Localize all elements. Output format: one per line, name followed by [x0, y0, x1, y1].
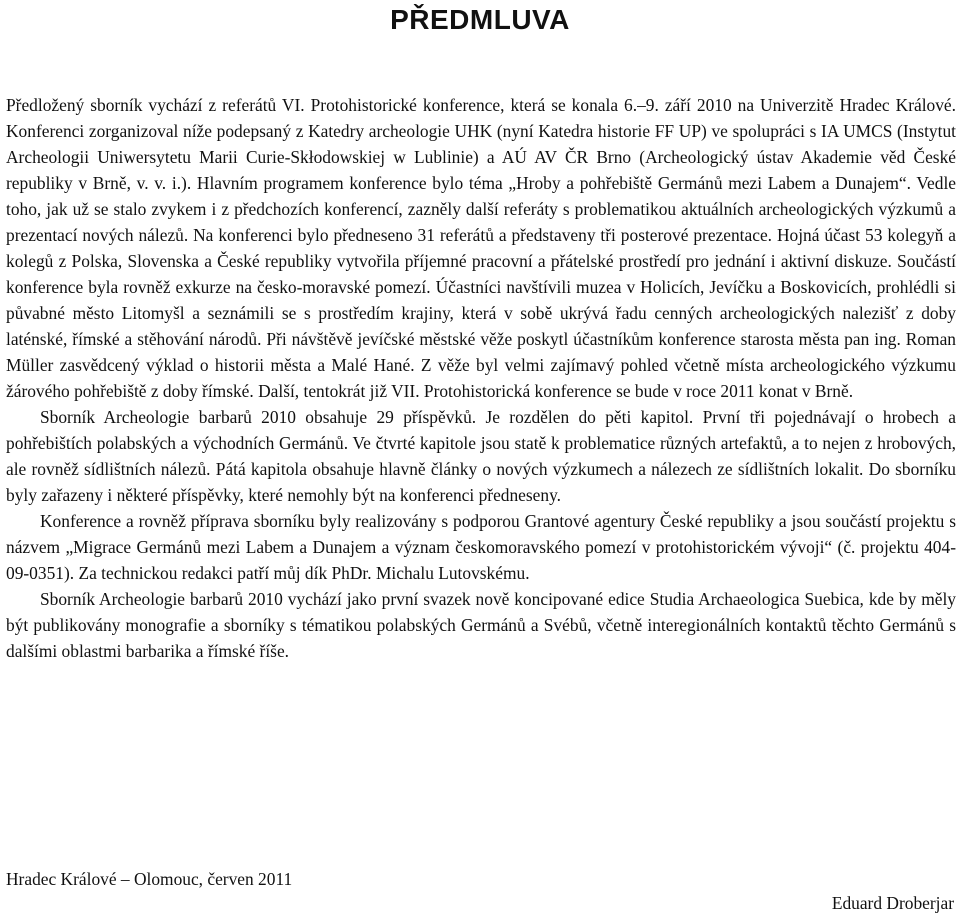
place-date: Hradec Králové – Olomouc, červen 2011 — [6, 869, 293, 889]
paragraph-2: Sborník Archeologie barbarů 2010 obsahuje 29 příspěvků. Je rozdělen do pěti kapitol. První tři pojednávají o hrobech a pohřebištích polabských a východních Germánů. Ve čtvrté kapitole jsou statě k problematice různých artefaktů, a to nejen z hrobových, ale rovněž sídlištních nálezů. Pátá kapitola obsahuje hlavně články o nových výzkumech a nálezech ze sídlištních lokalit. Do sborníku byly zařazeny i některé příspěvky, které nemohly být na konferenci předneseny. — [6, 407, 956, 505]
paragraph-3: Konference a rovněž příprava sborníku byly realizovány s podporou Grantové agentury České republiky a jsou součástí projektu s názvem „Migrace Germánů mezi Labem a Dunajem a význam českomoravského pomezí v protohistorickém vývoji“ (č. projektu 404-09-0351). Za technickou redakci patří můj dík PhDr. Michalu Lutovskému. — [6, 511, 956, 583]
author-signature: Eduard Droberjar — [831, 893, 954, 913]
preface-body — [6, 92, 956, 664]
page-title: PŘEDMLUVA — [390, 4, 570, 35]
paragraph-4: Sborník Archeologie barbarů 2010 vychází jako první svazek nově koncipované edice Studia Archaeologica Suebica, kde by měly být publikovány monografie a sborníky s tématikou polabských Germánů a Svébů, včetně interegionálních kontaktů těchto Germánů s dalšími oblastmi barbarika a římské říše. — [6, 589, 956, 661]
paragraph-1: Předložený sborník vychází z referátů VI. Protohistorické konference, která se konala 6.–9. září 2010 na Univerzitě Hradec Králové. Konferenci zorganizoval níže podepsaný z Katedry archeologie UHK (nyní Katedra historie FF UP) ve spolupráci s IA UMCS (Instytut Archeologii Uniwersytetu Marii Curie-Skłodowskiej w Lublinie) a AÚ AV ČR Brno (Archeologický ústav Akademie věd České republiky v Brně, v. v. i.). Hlavním programem konference bylo téma „Hroby a pohřebiště Germánů mezi Labem a Dunajem“. Vedle toho, jak už se stalo zvykem i z předchozích konferencí, zazněly další referáty s problematikou aktuálních archeologických výzkumů a prezentací nových nálezů. Na konferenci bylo předneseno 31 referátů a představeny tři posterové prezentace. Hojná účast 53 kolegyň a kolegů z Polska, Slovenska a České republiky vytvořila příjemné pracovní a přátelské prostředí pro jednání i aktivní diskuze. Součástí konference byla rovněž exkurze na česko-moravské pomezí. Účastníci navštívili muzea v Holicích, Jevíčku a Boskovicích, prohlédli si půvabné město Litomyšl a seznámili se s prostředím krajiny, která v sobě ukrývá řadu cenných archeologických nalezišť z doby laténské, římské a stěhování národů. Při návštěvě jevíčské městské věže poskytl účastníkům konference starosta města pan ing. Roman Müller zasvědcený výklad o historii města a Malé Hané. Z věže byl velmi zajímavý pohled včetně místa archeologického výzkumu žárového pohřebiště z doby římské. Další, tentokrát již VII. Protohistorická konference se bude v roce 2011 konat v Brně. — [6, 95, 956, 401]
